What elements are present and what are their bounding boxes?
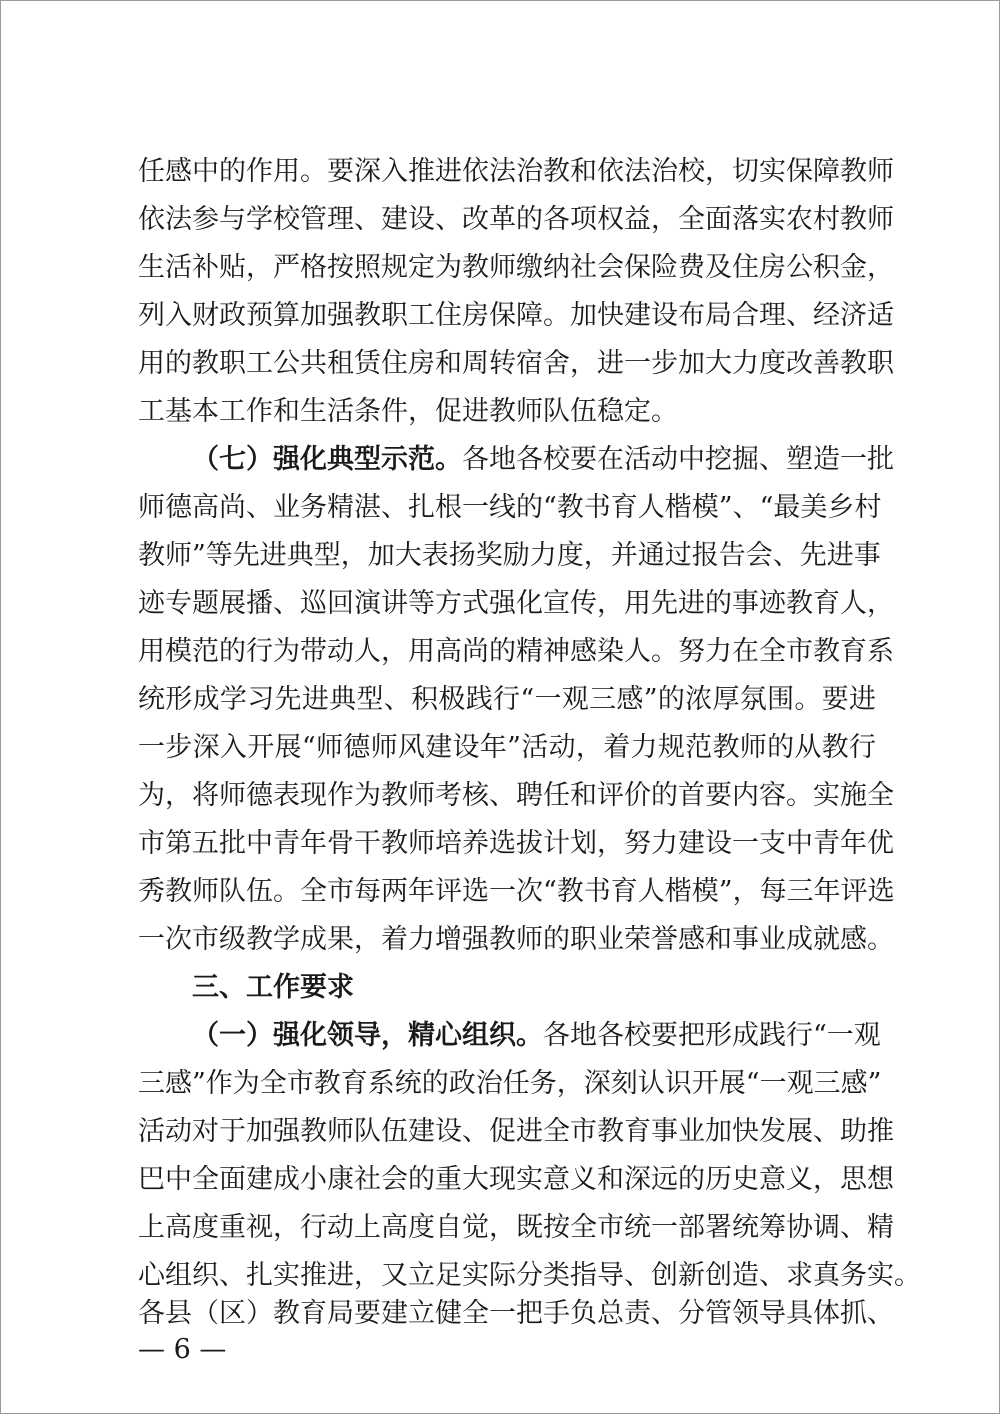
text-line: 为，将师德表现作为教师考核、聘任和评价的首要内容。实施全 [138,780,894,811]
text-line: 心组织、扎实推进，又立足实际分类指导、创新创造、求真务实。 [138,1260,921,1291]
text-line: 列入财政预算加强教职工住房保障。加快建设布局合理、经济适 [138,300,894,331]
text-line: 生活补贴，严格按照规定为教师缴纳社会保险费及住房公积金， [138,252,894,283]
text-run: 各地各校要把形成践行“一观 [543,1020,881,1051]
text-run: 各地各校要在活动中挖掘、塑造一批 [462,444,894,475]
text-line: 统形成学习先进典型、积极践行“一观三感”的浓厚氛围。要进 [138,684,876,715]
text-line: 活动对于加强教师队伍建设、促进全市教育事业加快发展、助推 [138,1116,894,1147]
text-line: 秀教师队伍。全市每两年评选一次“教书育人楷模”，每三年评选 [138,876,895,907]
text-line: 市第五批中青年骨干教师培养选拔计划，努力建设一支中青年优 [138,828,894,859]
section-heading-7: （七）强化典型示范。 [192,444,462,475]
text-line: 一次市级教学成果，着力增强教师的职业荣誉感和事业成就感。 [138,924,894,955]
text-line: 工基本工作和生活条件，促进教师队伍稳定。 [138,396,678,427]
text-line: 迹专题展播、巡回演讲等方式强化宣传，用先进的事迹教育人， [138,588,894,619]
text-line: 任感中的作用。要深入推进依法治教和依法治校，切实保障教师 [138,156,894,187]
text-line: 巴中全面建成小康社会的重大现实意义和深远的历史意义，思想 [138,1164,894,1195]
paragraph-7-first-line [138,442,894,478]
section-heading-1: （一）强化领导，精心组织。 [192,1020,543,1051]
text-line: 用模范的行为带动人，用高尚的精神感染人。努力在全市教育系 [138,636,894,667]
text-line: 用的教职工公共租赁住房和周转宿舍，进一步加大力度改善教职 [138,348,894,379]
text-line: 师德高尚、业务精湛、扎根一线的“教书育人楷模”、“最美乡村 [138,492,882,523]
section-title-work-requirements: 三、工作要求 [192,972,354,1003]
text-line: 依法参与学校管理、建设、改革的各项权益，全面落实农村教师 [138,204,894,235]
paragraph-1-first-line [138,1018,881,1054]
text-line: 三感”作为全市教育系统的政治任务，深刻认识开展“一观三感” [138,1068,882,1099]
text-line: 上高度重视，行动上高度自觉，既按全市统一部署统筹协调、精 [138,1212,894,1243]
text-line: 一步深入开展“师德师风建设年”活动，着力规范教师的从教行 [138,732,876,763]
page-number: — 6 — [138,1334,227,1365]
text-line: 各县（区）教育局要建立健全一把手负总责、分管领导具体抓、 [138,1298,894,1329]
text-line: 教师”等先进典型，加大表扬奖励力度，并通过报告会、先进事 [138,540,881,571]
